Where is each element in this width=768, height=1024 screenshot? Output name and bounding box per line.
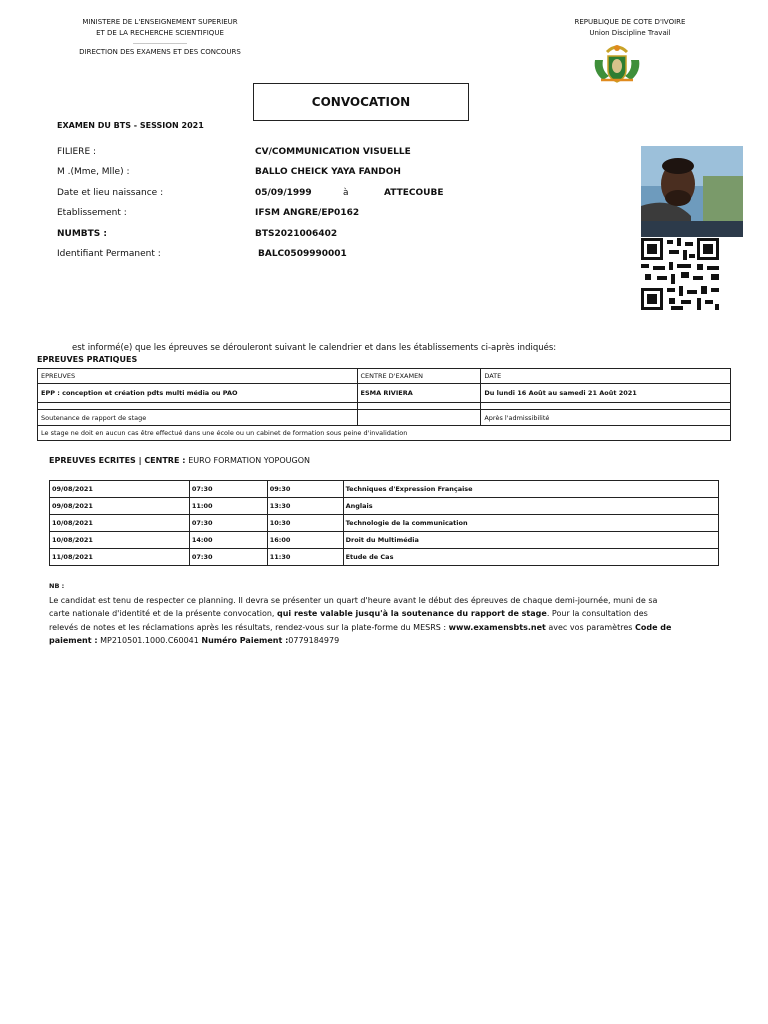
written-end: 16:00 (267, 532, 343, 549)
republic-motto: Union Discipline Travail (589, 29, 671, 37)
soutenance-date: Après l'admissibilité (481, 410, 731, 426)
written-date: 10/08/2021 (50, 515, 190, 532)
nb-bold-1: qui reste valable jusqu'à la soutenance du rapport de stage (277, 609, 547, 618)
ministry-header (60, 17, 260, 58)
written-date: 11/08/2021 (50, 549, 190, 566)
nb-text-1: Le candidat est tenu de respecter ce planning. Il devra se présenter un quart d'heure avant le début des épreuves de chaque demi-journée, muni de sa carte nationale d'identité et de la présente convocation, (49, 595, 658, 618)
ministry-dots: ……………………… (133, 39, 187, 46)
nb-code-label: Code de paiement : (49, 622, 672, 645)
written-end: 11:30 (267, 549, 343, 566)
table-header-row (38, 369, 731, 384)
field-label-permanent-id: Identifiant Permanent : (57, 249, 161, 259)
written-end: 10:30 (267, 515, 343, 532)
soutenance-centre (357, 410, 481, 426)
written-end: 13:30 (267, 498, 343, 515)
written-end: 09:30 (267, 481, 343, 498)
table-row (50, 515, 719, 532)
field-birth-separator: à (343, 188, 349, 198)
field-label-numbts: NUMBTS : (57, 229, 108, 239)
coat-of-arms-icon (591, 42, 643, 84)
written-section-title (49, 456, 310, 465)
header-epreuves: EPREUVES (38, 369, 358, 384)
field-value-school: IFSM ANGRE/EP0162 (255, 208, 360, 218)
practical-date: Du lundi 16 Août au samedi 21 Août 2021 (481, 384, 731, 403)
table-row (38, 384, 731, 403)
written-start: 07:30 (189, 549, 267, 566)
written-table (49, 480, 719, 566)
republic-line1: REPUBLIQUE DE COTE D'IVOIRE (574, 18, 686, 26)
ministry-line3: DIRECTION DES EXAMENS ET DES CONCOURS (79, 48, 241, 56)
stage-note: Le stage ne doit en aucun cas être effectué dans une école ou un cabinet de formation sous peine d'invalidation (38, 426, 731, 441)
field-label-birth: Date et lieu naissance : (57, 188, 164, 198)
field-label-school: Etablissement : (57, 208, 127, 218)
exam-session: EXAMEN DU BTS - SESSION 2021 (57, 121, 204, 130)
intro-text: est informé(e) que les épreuves se dérouleront suivant le calendrier et dans les établissements ci-après indiqués: (72, 343, 557, 353)
field-value-filiere: CV/COMMUNICATION VISUELLE (255, 147, 411, 157)
written-centre-label: CENTRE : (144, 456, 189, 465)
field-value-birthdate: 05/09/1999 (255, 188, 312, 198)
written-title: EPREUVES ECRITES | (49, 456, 145, 465)
written-date: 09/08/2021 (50, 498, 190, 515)
written-start: 07:30 (189, 481, 267, 498)
field-label-filiere: FILIERE : (57, 147, 97, 157)
nb-payment-value: 0779184979 (288, 636, 340, 645)
table-row-empty (38, 403, 731, 410)
candidate-photo (641, 146, 743, 237)
written-subject: Droit du Multimédia (343, 532, 718, 549)
field-value-name: BALLO CHEICK YAYA FANDOH (255, 167, 401, 177)
nb-code-value: MP210501.1000.C60041 (97, 636, 202, 645)
practical-table (37, 368, 731, 441)
written-subject: Technologie de la communication (343, 515, 718, 532)
nb-website: www.examensbts.net (448, 622, 546, 632)
table-row (38, 410, 731, 426)
qr-code-icon (641, 238, 721, 310)
written-start: 07:30 (189, 515, 267, 532)
field-value-numbts: BTS2021006402 (255, 229, 338, 239)
nb-title: NB : (49, 582, 65, 590)
written-date: 10/08/2021 (50, 532, 190, 549)
nb-text-2: . Pour la consultation des relevés de notes et les réclamations après les résultats, rendez-vous sur la plate-forme du MESRS : (49, 609, 648, 632)
table-row (50, 532, 719, 549)
ministry-line2: ET DE LA RECHERCHE SCIENTIFIQUE (96, 29, 224, 37)
field-label-name: M .(Mme, Mlle) : (57, 167, 130, 177)
nb-notice (49, 580, 679, 648)
header-centre: CENTRE D'EXAMEN (357, 369, 481, 384)
nb-text-3: avec vos paramètres (545, 622, 635, 632)
page-title: CONVOCATION (253, 83, 469, 121)
practical-centre: ESMA RIVIERA (357, 384, 481, 403)
nb-payment-label: Numéro Paiement : (201, 636, 289, 645)
written-date: 09/08/2021 (50, 481, 190, 498)
header-date: DATE (481, 369, 731, 384)
field-value-permanent-id: BALC0509990001 (258, 249, 347, 259)
written-start: 11:00 (189, 498, 267, 515)
republic-header (530, 17, 730, 39)
written-start: 14:00 (189, 532, 267, 549)
table-row (50, 498, 719, 515)
written-subject: Anglais (343, 498, 718, 515)
written-subject: Techniques d'Expression Française (343, 481, 718, 498)
written-subject: Etude de Cas (343, 549, 718, 566)
ministry-line1: MINISTERE DE L'ENSEIGNEMENT SUPERIEUR (82, 18, 238, 26)
field-value-birthplace: ATTECOUBE (384, 188, 444, 198)
table-row (38, 426, 731, 441)
practical-section-title: EPREUVES PRATIQUES (37, 355, 138, 364)
table-row (50, 481, 719, 498)
soutenance-label: Soutenance de rapport de stage (38, 410, 358, 426)
written-centre-value: EURO FORMATION YOPOUGON (188, 456, 310, 465)
practical-epreuve: EPP : conception et création pdts multi média ou PAO (38, 384, 358, 403)
table-row (50, 549, 719, 566)
